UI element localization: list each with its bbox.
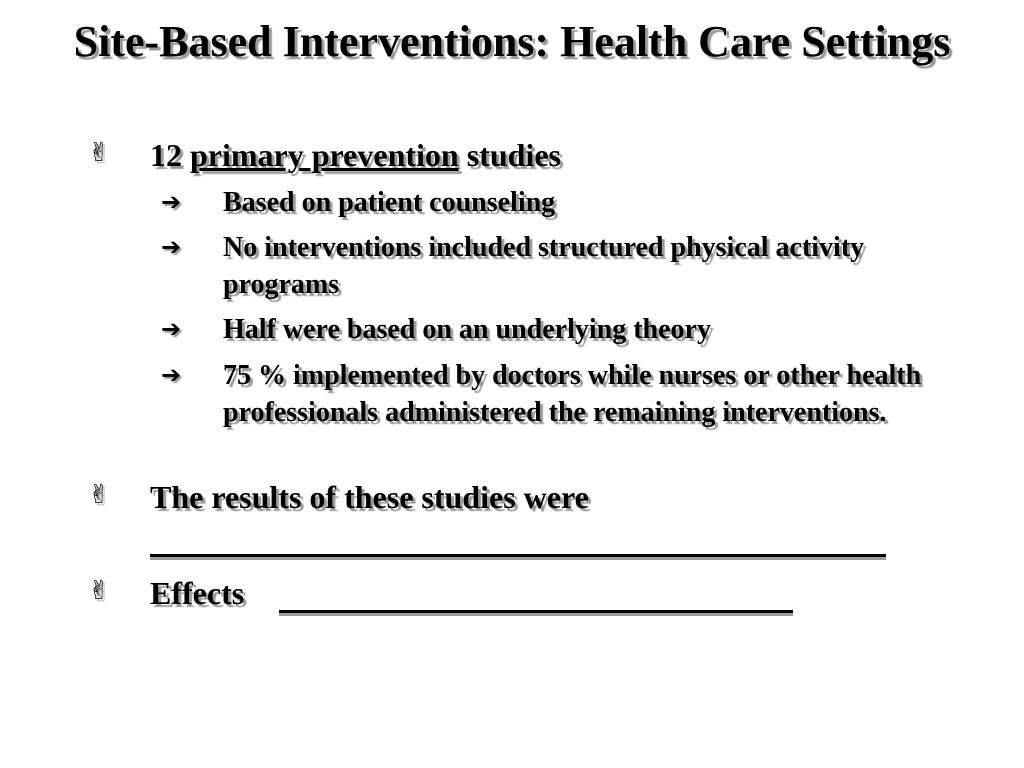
right-arrow-icon: ➔: [161, 233, 182, 261]
subitem-patient-counseling: [161, 184, 923, 221]
victory-hand-icon: ✌: [88, 138, 110, 168]
subitem-doctors-nurses: [161, 357, 923, 431]
subitem-text: Based on patient counseling: [223, 187, 556, 218]
right-arrow-icon: ➔: [161, 315, 182, 343]
bullet-text: The results of these studies were: [150, 479, 589, 515]
bullet-suffix: studies: [466, 137, 561, 173]
victory-hand-icon: ✌: [88, 480, 110, 510]
effects-blank-line: [279, 586, 793, 613]
victory-hand-icon: ✌: [88, 576, 110, 606]
results-blank-line: [150, 530, 886, 557]
subitem-structured-programs: [161, 229, 923, 303]
bullet-primary-prevention: [88, 136, 940, 174]
slide-title: Site-Based Interventions: Health Care Settings: [73, 17, 951, 66]
bullet-text: Effects: [150, 575, 245, 611]
subitem-text: No interventions included structured physical activity programs: [223, 232, 865, 300]
subitem-text: 75 % implemented by doctors while nurses or other health professionals administered the remaining interventions.: [223, 360, 922, 428]
bullet-prefix: 12: [150, 137, 182, 173]
subitem-underlying-theory: [161, 311, 923, 348]
right-arrow-icon: ➔: [161, 361, 182, 389]
bullet-emphasis: primary prevention: [190, 137, 459, 173]
bullet-results: [88, 478, 940, 516]
right-arrow-icon: ➔: [161, 188, 182, 216]
subitem-text: Half were based on an underlying theory: [223, 314, 711, 345]
